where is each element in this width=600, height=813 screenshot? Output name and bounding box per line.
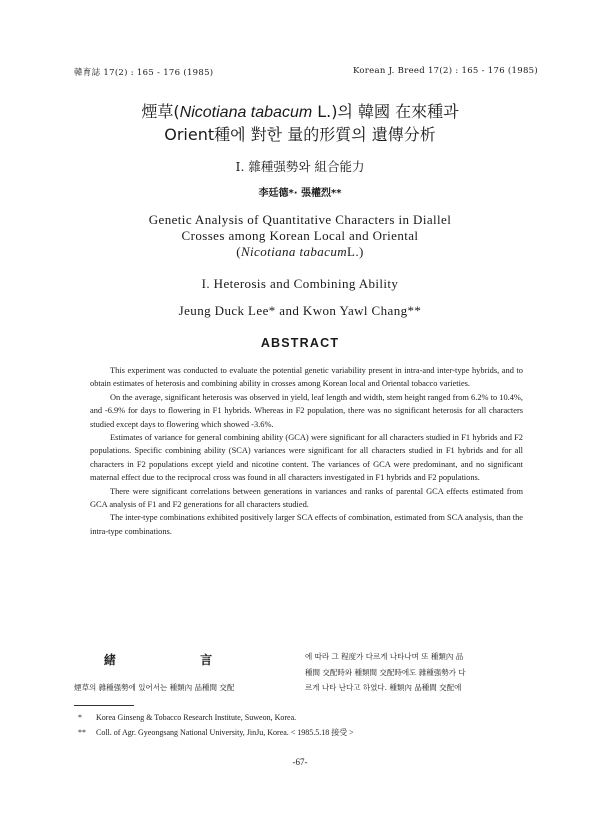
intro-left-column: [74, 651, 282, 693]
intro-right-line: 種間 交配時와 種類間 交配時에도 雜種强勢가 다: [305, 667, 466, 677]
english-subtitle: I. Heterosis and Combining Ability: [201, 276, 399, 291]
footnote-divider: [74, 705, 134, 706]
intro-right-line: 르게 나타 난다고 하였다. 種類內 品種間 交配에: [305, 683, 462, 692]
footnote-2: ** Coll. of Agr. Gyeongsang National University, JinJu, Korea. < 1985.5.18 接受 >: [78, 728, 354, 737]
journal-header-korean: 韓育誌 17(2) : 165 - 176 (1985): [74, 68, 214, 78]
abstract-paragraph: Estimates of variance for general combining ability (GCA) were significant for all characters studied in F1 hybrids and F2 populations. Specific combining ability (SCA) variances were significant for all characters studied in F1 hybrids and for all characters in F2 populations except yield and nicotine content. The variances of GCA were predominant, and no significant maternal effect due to the reciprocal cross was found in all characters investigated in F1 hybrids and F2 populations.: [90, 433, 523, 483]
english-title-line1: Genetic Analysis of Quantitative Characters in Diallel: [148, 212, 452, 227]
korean-subtitle: I. 雜種强勢와 組合能力: [235, 159, 365, 174]
english-authors: Jeung Duck Lee* and Kwon Yawl Chang**: [178, 303, 422, 318]
abstract-paragraph: There were significant correlations between generations in variances and ranks of parental GCA effects estimated from GCA analysis of F1 and F2 generations for all characters studied.: [90, 486, 523, 510]
english-title-line2: Crosses among Korean Local and Oriental: [181, 228, 419, 243]
page-number: -67-: [292, 757, 308, 767]
journal-header-english: Korean J. Breed 17(2) : 165 - 176 (1985): [352, 66, 538, 76]
abstract-paragraph: The inter-type combinations exhibited positively larger SCA effects of combination, estimated from SCA analysis, than the intra-type combinations.: [90, 513, 523, 536]
korean-authors: 李廷德*· 張權烈**: [258, 188, 342, 199]
abstract-paragraph: On the average, significant heterosis was observed in yield, leaf length and width, stem height ranged from 6.2% to 10.4%, and -6.9% for days to flowering in F1 hybrids. Whereas in F2 population, there was no significant heterosis for all characters studied except days to flowering which showed -3.6%.: [90, 392, 523, 429]
intro-left-line: 煙草의 雜種强勢에 있어서는 種類內 品種間 交配: [74, 683, 235, 692]
species-name: Nicotiana tabacum: [179, 104, 313, 121]
korean-title-line2: Orient種에 對한 量的形質의 遺傳分析: [164, 125, 436, 144]
intro-right-line: 에 따라 그 程度가 다르게 나타나며 또 種類內 品: [305, 652, 464, 661]
korean-title-line1: 煙草(Nicotiana tabacum L.)의 韓國 在來種과: [141, 102, 459, 121]
abstract-body: [90, 364, 523, 538]
abstract-paragraph: This experiment was conducted to evaluate the potential genetic variability present in intra-and inter-type hybrids, and to obtain estimates of heterosis and combining ability in crosses among Korean local and Oriental tobacco varieties.: [90, 366, 523, 389]
intro-heading: 緒 言: [103, 653, 253, 667]
abstract-heading: ABSTRACT: [260, 336, 340, 350]
english-title-line3: (Nicotiana tabacumL.): [236, 244, 364, 259]
footnote-1: * Korea Ginseng & Tobacco Research Institute, Suweon, Korea.: [78, 713, 297, 722]
intro-right-column: [305, 649, 535, 696]
